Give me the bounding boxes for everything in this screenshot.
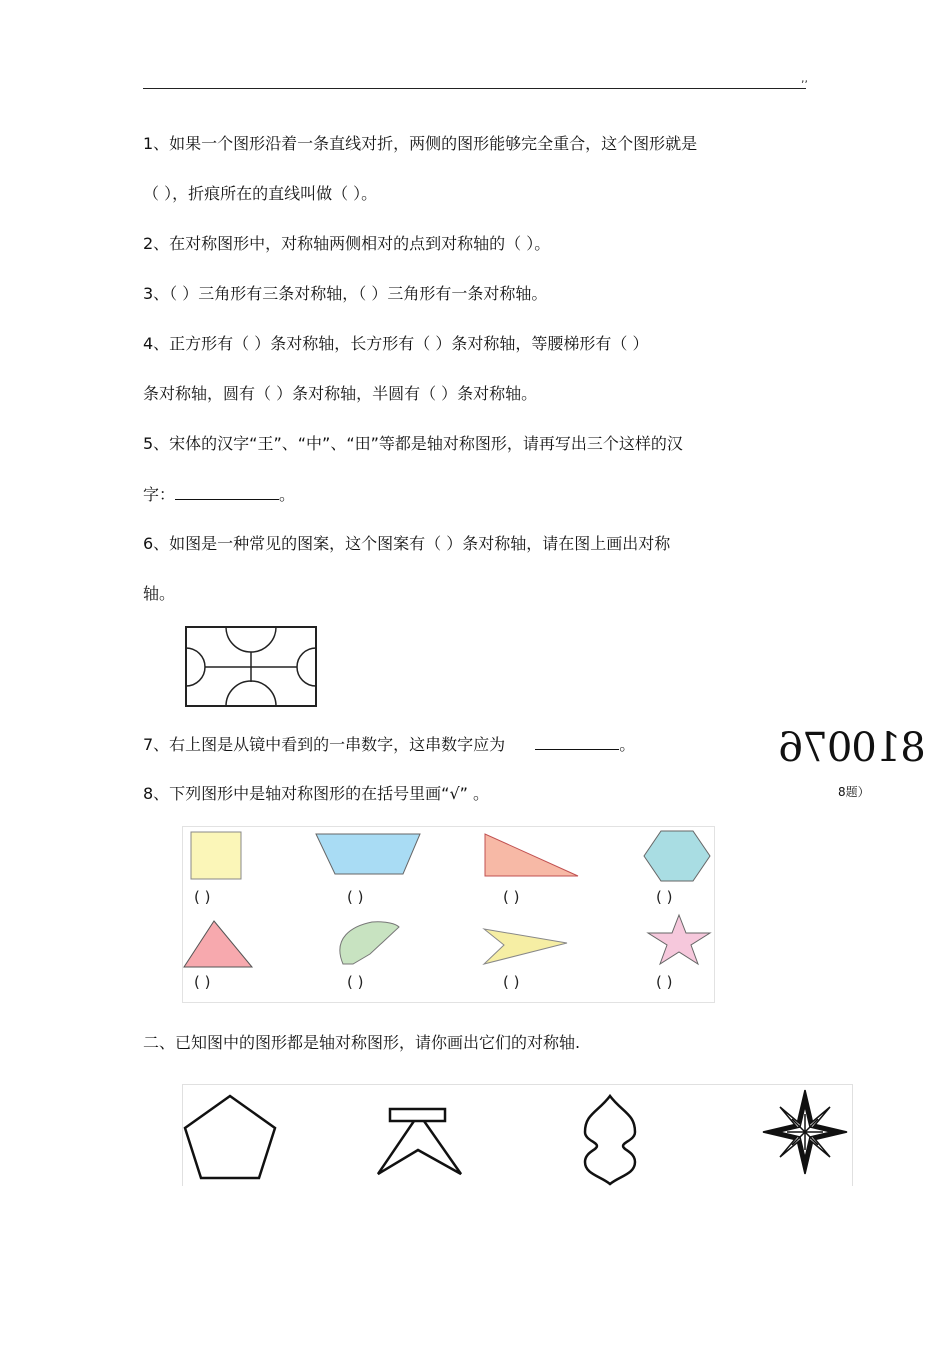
q4-line1: 4、正方形有（ ）条对称轴，长方形有（ ）条对称轴，等腰梯形有（ ） bbox=[143, 334, 649, 353]
q7-mirror-number: 810076 bbox=[779, 725, 926, 771]
q8-trapezoid bbox=[316, 834, 420, 874]
q7 bbox=[143, 733, 635, 756]
section2-figures-panel bbox=[182, 1084, 853, 1186]
q5-line1: 5、宋体的汉字“王”、“中”、“田”等都是轴对称图形，请再写出三个这样的汉 bbox=[143, 434, 683, 453]
q8-shapes-panel bbox=[182, 826, 715, 1003]
header-mark: ,, bbox=[801, 72, 808, 85]
q1-line2: （ ），折痕所在的直线叫做（ ）。 bbox=[143, 184, 378, 203]
q6-line2: 轴。 bbox=[143, 584, 176, 603]
q5-prefix: 字： bbox=[143, 485, 176, 504]
q8-note: 8题） bbox=[838, 785, 870, 799]
q8-paren-fan[interactable]: ( ) bbox=[347, 973, 364, 991]
q7-answer-blank[interactable] bbox=[535, 733, 619, 750]
q8-paren-isosceles-triangle[interactable]: ( ) bbox=[194, 973, 211, 991]
compass-star-figure bbox=[763, 1090, 847, 1174]
q4-line2: 条对称轴，圆有（ ）条对称轴，半圆有（ ）条对称轴。 bbox=[143, 384, 538, 403]
q8-paren-star[interactable]: ( ) bbox=[656, 973, 673, 991]
q8-paren-square[interactable]: ( ) bbox=[194, 888, 211, 906]
q8: 8、下列图形中是轴对称图形的在括号里画“√” 。 bbox=[143, 784, 490, 803]
q8-paren-trapezoid[interactable]: ( ) bbox=[347, 888, 364, 906]
vase-figure bbox=[585, 1096, 635, 1184]
q8-paren-hexagon[interactable]: ( ) bbox=[656, 888, 673, 906]
q1-line1: 1、如果一个图形沿着一条直线对折，两侧的图形能够完全重合，这个图形就是 bbox=[143, 134, 698, 153]
q3: 3、（ ）三角形有三条对称轴，（ ）三角形有一条对称轴。 bbox=[143, 284, 548, 303]
pentagon-figure bbox=[185, 1096, 275, 1178]
q7-text: 7、右上图是从镜中看到的一串数字，这串数字应为 bbox=[143, 735, 506, 754]
q8-paren-arrow[interactable]: ( ) bbox=[503, 973, 520, 991]
q2: 2、在对称图形中，对称轴两侧相对的点到对称轴的（ ）。 bbox=[143, 234, 551, 253]
tent-figure bbox=[378, 1109, 461, 1174]
q5-line2 bbox=[143, 483, 295, 506]
q5-answer-blank[interactable] bbox=[175, 483, 279, 500]
q6-pattern-figure bbox=[184, 625, 320, 709]
q7-suffix: 。 bbox=[619, 735, 636, 754]
q8-square bbox=[191, 832, 241, 879]
q8-paren-right-triangle[interactable]: ( ) bbox=[503, 888, 520, 906]
q5-suffix: 。 bbox=[279, 485, 296, 504]
q6-line1: 6、如图是一种常见的图案，这个图案有（ ）条对称轴，请在图上画出对称 bbox=[143, 534, 671, 553]
section2-title: 二、已知图中的图形都是轴对称图形，请你画出它们的对称轴. bbox=[143, 1033, 581, 1052]
header-rule bbox=[143, 88, 806, 89]
